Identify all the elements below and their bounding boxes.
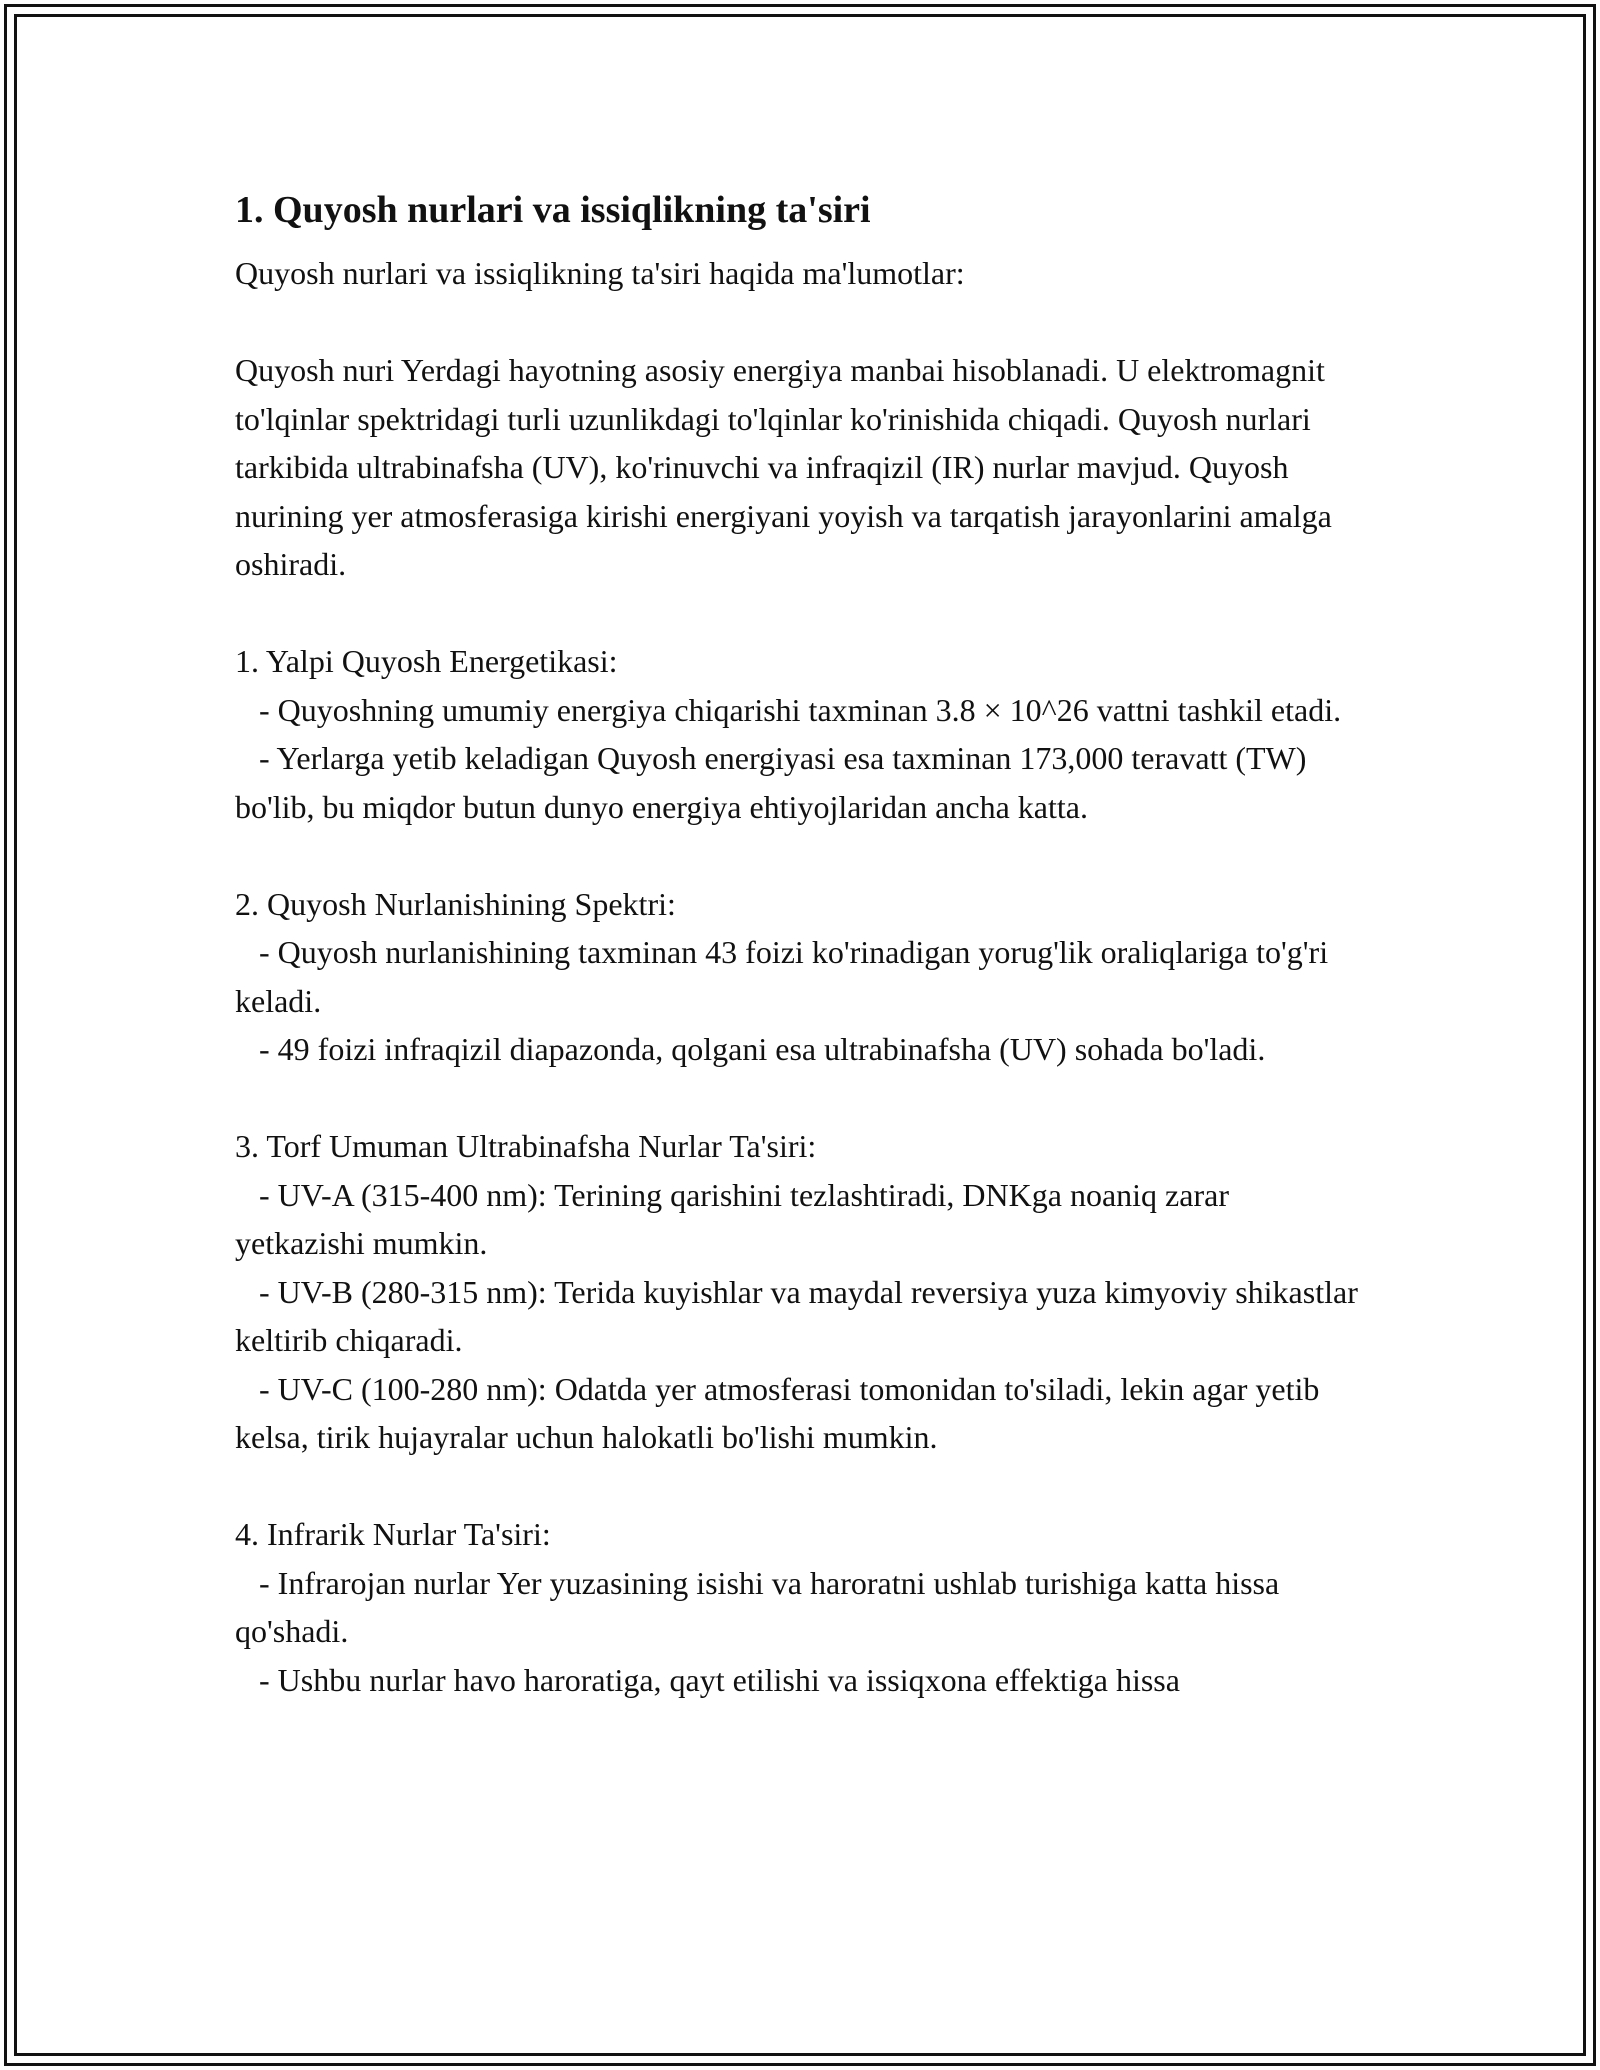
document-title: 1. Quyosh nurlari va issiqlikning ta'siri: [235, 189, 871, 231]
document-body: Quyosh nurlari va issiqlikning ta'siri haqida ma'lumotlar: Quyosh nuri Yerdagi hayotning asosiy energiya manbai hisoblanadi. U elektromagnit to'lqinlar spektridagi turli uzunlikdagi to'lqinlar ko'rinishida chiqadi. Quyosh nurlari tarkibida ultrabinafsha (UV), ko'rinuvchi va infraqizil (IR) nurlar mavjud. Quyosh nurining yer atmosferasiga kirishi energiyani yoyish va tarqatish jarayonlarini amalga oshiradi. 1. Yalpi Quyosh Energetikasi: - Quyoshning umumiy energiya chiqarishi taxminan 3.8 × 10^26 vattni tashkil etadi. - Yerlarga yetib keladigan Quyosh energiyasi esa taxminan 173,000 teravatt (TW) bo'lib, bu miqdor butun dunyo energiya ehtiyojlaridan ancha katta. 2. Quyosh Nurlanishining Spektri: - Quyosh nurlanishining taxminan 43 foizi ko'rinadigan yorug'lik oraliqlariga to'g'ri keladi. - 49 foizi infraqizil diapazonda, qolgani esa ultrabinafsha (UV) sohada bo'ladi. 3. Torf Umuman Ultrabinafsha Nurlar Ta'siri: - UV-A (315-400 nm): Terining qarishini tezlashtiradi, DNKga noaniq zarar yetkazishi mumkin. - UV-B (280-315 nm): Terida kuyishlar va maydal reversiya yuza kimyoviy shikastlar keltirib chiqaradi. - UV-C (100-280 nm): Odatda yer atmosferasi tomonidan to'siladi, lekin agar yetib kelsa, tirik hujayralar uchun halokatli bo'lishi mumkin. 4. Infrarik Nurlar Ta'siri: - Infrarojan nurlar Yer yuzasining isishi va haroratni ushlab turishiga katta hissa qo'shadi. - Ushbu nurlar havo haroratiga, qayt etilishi va issiqxona effektiga hissa: [235, 255, 1358, 1698]
document-content: [235, 185, 1365, 1704]
